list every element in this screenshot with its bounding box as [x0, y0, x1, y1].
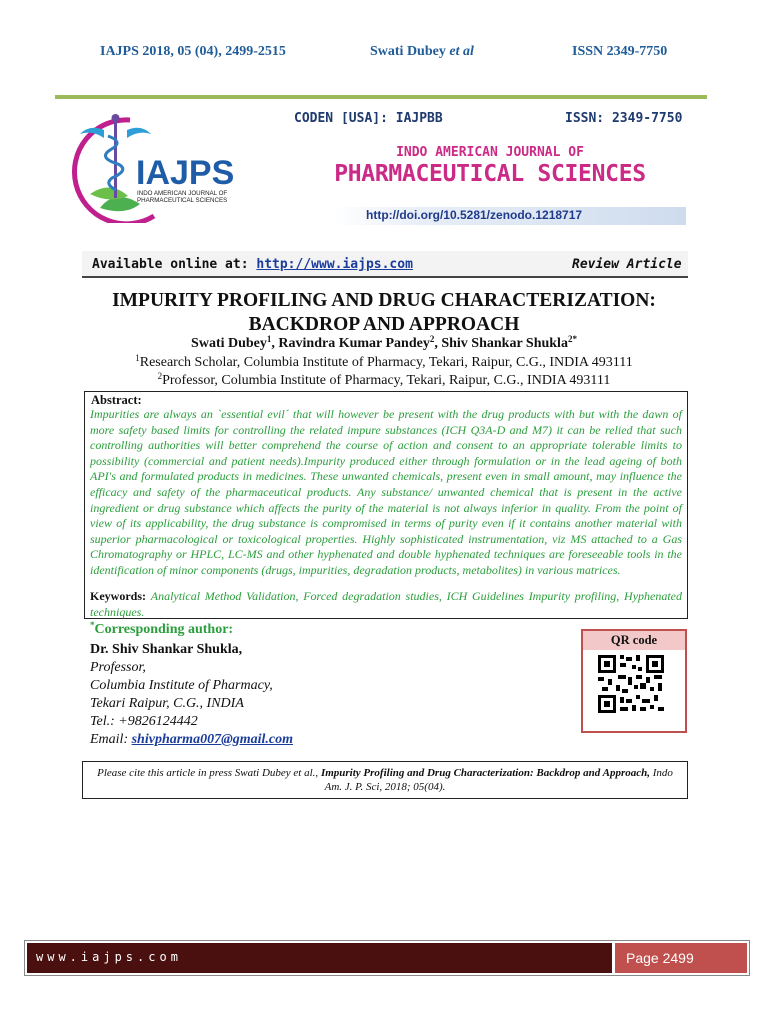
corresponding-heading-text: Corresponding author: [94, 622, 234, 637]
keywords-text: Analytical Method Validation, Forced degradation studies, ICH Guidelines Impurity profiling, Hyphenated techniques. [90, 589, 683, 619]
abstract-text: Impurities are always an `essential evil´ that will however be present with the drug products with but with the dawn of more safety based limits for controlling the related impure substances (ICH Q3A-D and M7) it can be relied that such controlling authorities will better comprehend the course of action and consent to an appropriate tolerable limits to possibility (commercial and patient needs).Impurity produced either through formulation or in the lead ageing of both API's and formulated products in medicines. These unwanted chemicals, present even in small amount, may influence the efficacy and safety of the pharmaceutical products. Any substance/ unwanted chemical that is present in the active ingredient or drug substance which affects the purity of the material is not always inferior in quality. From the point of view of its applicability, the drug substance is compromised in terms of purity even if it contains another material with superior pharmacological or toxicological properties. Highly sophisticated instrumentation, viz MS attached to a Gas Chromatography or HPLC, LC-MS and other hyphenated and double hyphenated techniques are foreseeable tools in the identification of minor components (drugs, impurities, degradation products, metabolites) in various matrices. [90, 407, 682, 577]
availability-label: Available online at: [92, 257, 257, 272]
running-header-et-al: et al [449, 44, 474, 59]
page-number: Page 2499 [626, 950, 694, 966]
running-header-citation: IAJPS 2018, 05 (04), 2499-2515 [100, 44, 286, 59]
article-type: Review Article [572, 257, 682, 272]
email-label: Email: [90, 732, 132, 747]
corresponding-name: Dr. Shiv Shankar Shukla, [90, 642, 243, 657]
corresponding-star: * [90, 620, 95, 630]
keywords-label: Keywords: [90, 589, 146, 603]
author-3-sup: 2* [567, 334, 577, 344]
corresponding-position: Professor, [90, 660, 146, 675]
availability-text [92, 257, 413, 272]
affiliation-1-sup: 1 [135, 353, 140, 363]
masthead-issn: ISSN: 2349-7750 [565, 111, 683, 126]
footer-url[interactable]: www.iajps.com [36, 950, 182, 964]
citation-title: Impurity Profiling and Drug Characterization: Backdrop and Approach, [320, 767, 650, 779]
keywords [90, 589, 682, 620]
abstract-heading: Abstract: [91, 393, 142, 407]
corresponding-institute: Columbia Institute of Pharmacy, [90, 678, 273, 693]
citation-suffix: Indo Am. J. P. Sci, 2018; 05(04). [324, 767, 673, 793]
email-link[interactable]: shivpharma007@gmail.com [131, 732, 293, 747]
qr-label: QR code [583, 631, 685, 650]
header-divider [55, 95, 707, 99]
author-1: Swati Dubey [191, 336, 267, 351]
author-list: Swati Dubey$^1$, Ravindra Kumar Pandey$^2$, Shiv Shankar Shukla$^{2*}$ [191, 334, 577, 351]
doi-link[interactable]: http://doi.org/10.5281/zenodo.1218717 [366, 208, 583, 222]
affiliation-1 [60, 355, 708, 371]
citation-text [90, 766, 680, 794]
author-2: Ravindra Kumar Pandey [278, 336, 430, 351]
citation-prefix: Please cite this article in press Swati Dubey et al., [97, 767, 321, 779]
affiliation-2-sup: 2 [157, 371, 163, 381]
article-title-line-2: BACKDROP AND APPROACH [248, 314, 520, 335]
qr-code-icon[interactable] [598, 655, 664, 713]
running-header-issn: ISSN 2349-7750 [572, 44, 668, 59]
affiliation-2 [60, 373, 708, 389]
author-2-sup: 2 [429, 334, 435, 344]
affiliation-1-text: Research Scholar, Columbia Institute of Pharmacy, Tekari, Raipur, C.G., INDIA 493111 [139, 355, 633, 370]
corresponding-email [90, 731, 293, 749]
affiliation-2-text: Professor, Columbia Institute of Pharmacy, Tekari, Raipur, C.G., INDIA 493111 [162, 373, 611, 388]
author-3: Shiv Shankar Shukla [441, 336, 568, 351]
logo-wordmark: IAJPS [136, 154, 235, 192]
corresponding-address: Tekari Raipur, C.G., INDIA [90, 696, 244, 711]
article-title [60, 289, 708, 337]
journal-logo [70, 108, 250, 223]
journal-name-line: INDO AMERICAN JOURNAL OF [396, 145, 584, 160]
corresponding-tel: Tel.: +9826124442 [90, 714, 198, 729]
running-header-author-name: Swati Dubey [370, 44, 446, 59]
logo-subtext-1: INDO AMERICAN JOURNAL OF [137, 190, 228, 197]
logo-subtext-2: PHARMACEUTICAL SCIENCES [137, 197, 228, 204]
corresponding-author-heading [90, 622, 233, 638]
journal-title: PHARMACEUTICAL SCIENCES [334, 161, 646, 187]
author-1-sup: 1 [266, 334, 272, 344]
journal-website-link[interactable]: http://www.iajps.com [256, 257, 413, 272]
running-header-author [370, 44, 474, 60]
article-title-line-1: IMPURITY PROFILING AND DRUG CHARACTERIZATION: [112, 290, 656, 311]
coden: CODEN [USA]: IAJPBB [294, 111, 443, 126]
